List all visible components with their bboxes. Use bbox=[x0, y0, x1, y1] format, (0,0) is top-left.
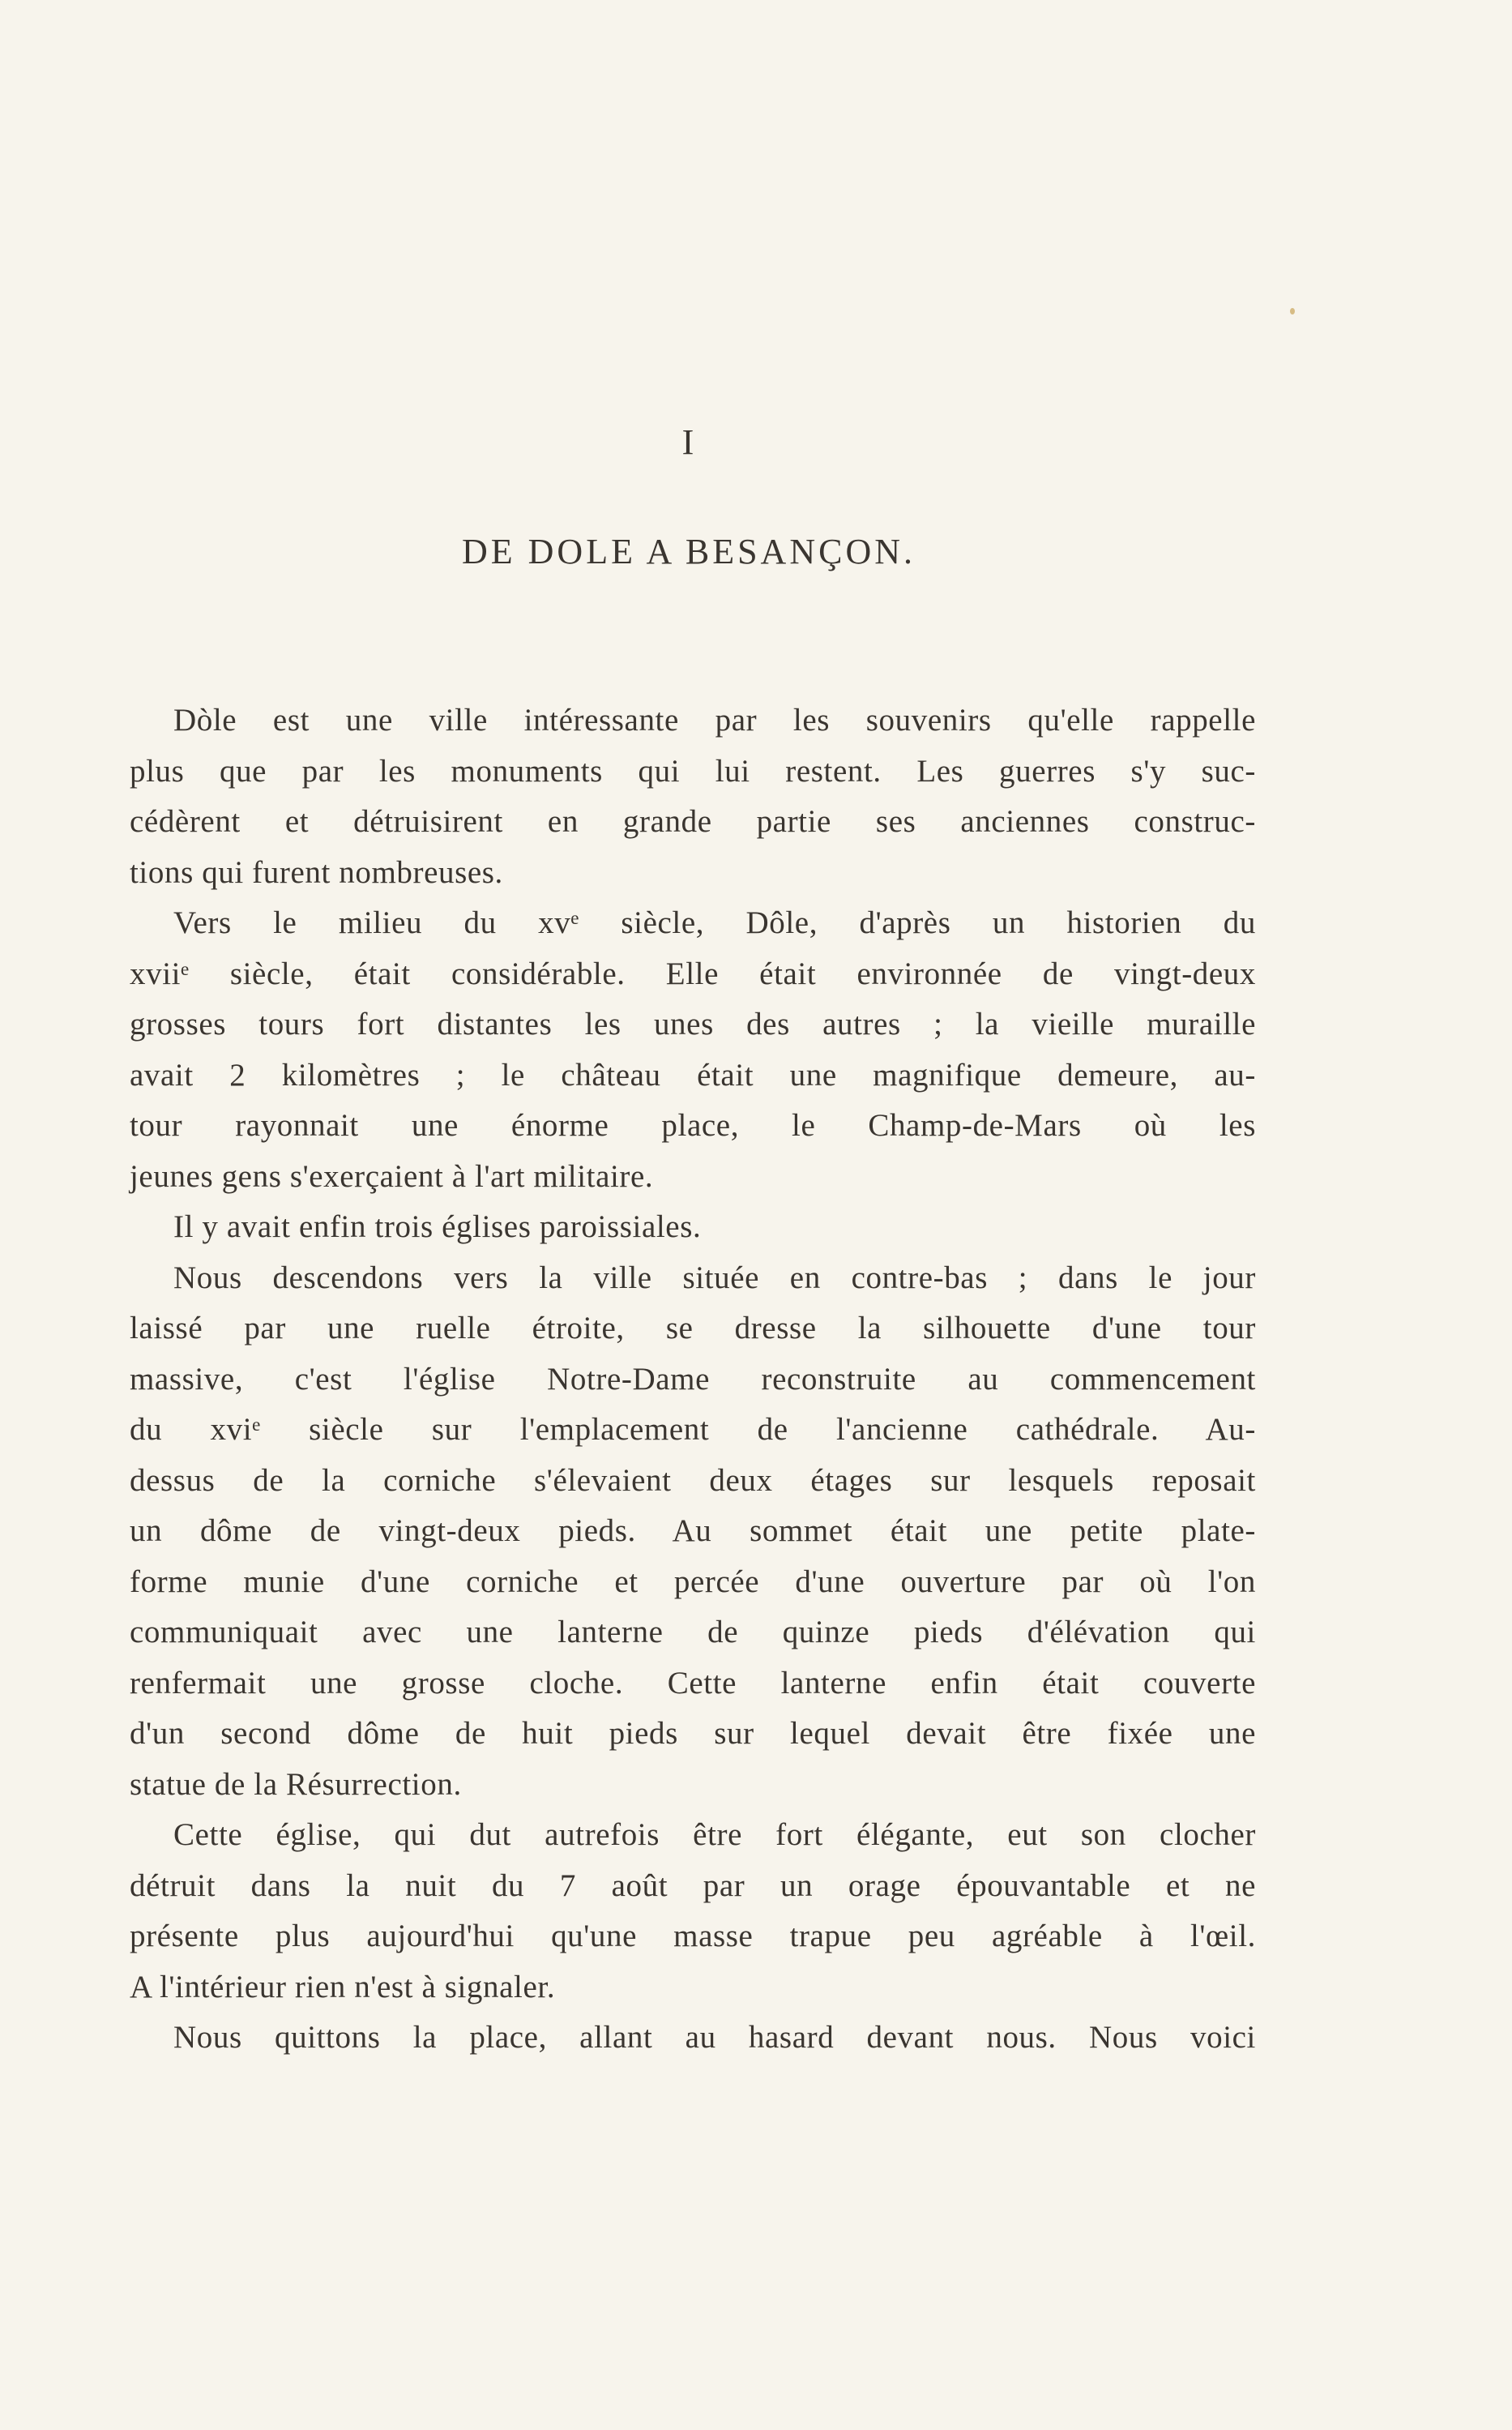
text-line: plus que par les monuments qui lui restent. Les guerres s'y suc- bbox=[130, 753, 1256, 789]
text-line: du xviᵉ siècle sur l'emplacement de l'ancienne cathédrale. Au- bbox=[130, 1412, 1256, 1447]
text-line: tour rayonnait une énorme place, le Champ-de-Mars où les bbox=[130, 1108, 1256, 1143]
text-line: communiquait avec une lanterne de quinze pieds d'élévation qui bbox=[130, 1615, 1256, 1649]
text-line: Cette église, qui dut autrefois être fort élégante, eut son clocher bbox=[173, 1817, 1256, 1852]
text-line: un dôme de vingt-deux pieds. Au sommet était une petite plate- bbox=[130, 1513, 1256, 1548]
paper-stain bbox=[1290, 308, 1295, 314]
text-line: massive, c'est l'église Notre-Dame reconstruite au commencement bbox=[130, 1361, 1256, 1397]
text-line: laissé par une ruelle étroite, se dresse la silhouette d'une tour bbox=[130, 1311, 1256, 1345]
text-line: dessus de la corniche s'élevaient deux étages sur lesquels reposait bbox=[130, 1462, 1256, 1498]
text-line: A l'intérieur rien n'est à signaler. bbox=[130, 1969, 556, 2004]
chapter-title: DE DOLE A BESANÇON. bbox=[461, 532, 916, 571]
text-line: avait 2 kilomètres ; le château était une magnifique demeure, au- bbox=[130, 1057, 1256, 1093]
text-line: présente plus aujourd'hui qu'une masse trapue peu agréable à l'œil. bbox=[130, 1919, 1256, 1953]
text-line: forme munie d'une corniche et percée d'une ouverture par où l'on bbox=[130, 1564, 1256, 1599]
text-line: Il y avait enfin trois églises paroissiales. bbox=[173, 1209, 702, 1244]
text-line: cédèrent et détruisirent en grande partie ses anciennes construc- bbox=[130, 804, 1256, 839]
chapter-number: I bbox=[681, 422, 696, 462]
text-line: renfermait une grosse cloche. Cette lanterne enfin était couverte bbox=[130, 1665, 1256, 1701]
text-line: Dòle est une ville intéressante par les souvenirs qu'elle rappelle bbox=[173, 703, 1256, 738]
text-line: jeunes gens s'exerçaient à l'art militaire. bbox=[130, 1158, 654, 1194]
text-line: Nous quittons la place, allant au hasard devant nous. Nous voici bbox=[173, 2020, 1256, 2055]
text-line: statue de la Résurrection. bbox=[130, 1766, 462, 1802]
text-line: d'un second dôme de huit pieds sur lequel devait être fixée une bbox=[130, 1716, 1256, 1751]
body-text bbox=[130, 695, 1256, 2064]
text-line: Nous descendons vers la ville située en contre-bas ; dans le jour bbox=[173, 1260, 1256, 1295]
text-line: détruit dans la nuit du 7 août par un orage épouvantable et ne bbox=[130, 1867, 1256, 1903]
text-line: Vers le milieu du xvᵉ siècle, Dôle, d'après un historien du bbox=[173, 905, 1256, 940]
text-line: xviiᵉ siècle, était considérable. Elle était environnée de vingt-deux bbox=[130, 956, 1256, 991]
text-line: grosses tours fort distantes les unes des autres ; la vieille muraille bbox=[130, 1007, 1256, 1042]
text-line: tions qui furent nombreuses. bbox=[130, 854, 503, 890]
